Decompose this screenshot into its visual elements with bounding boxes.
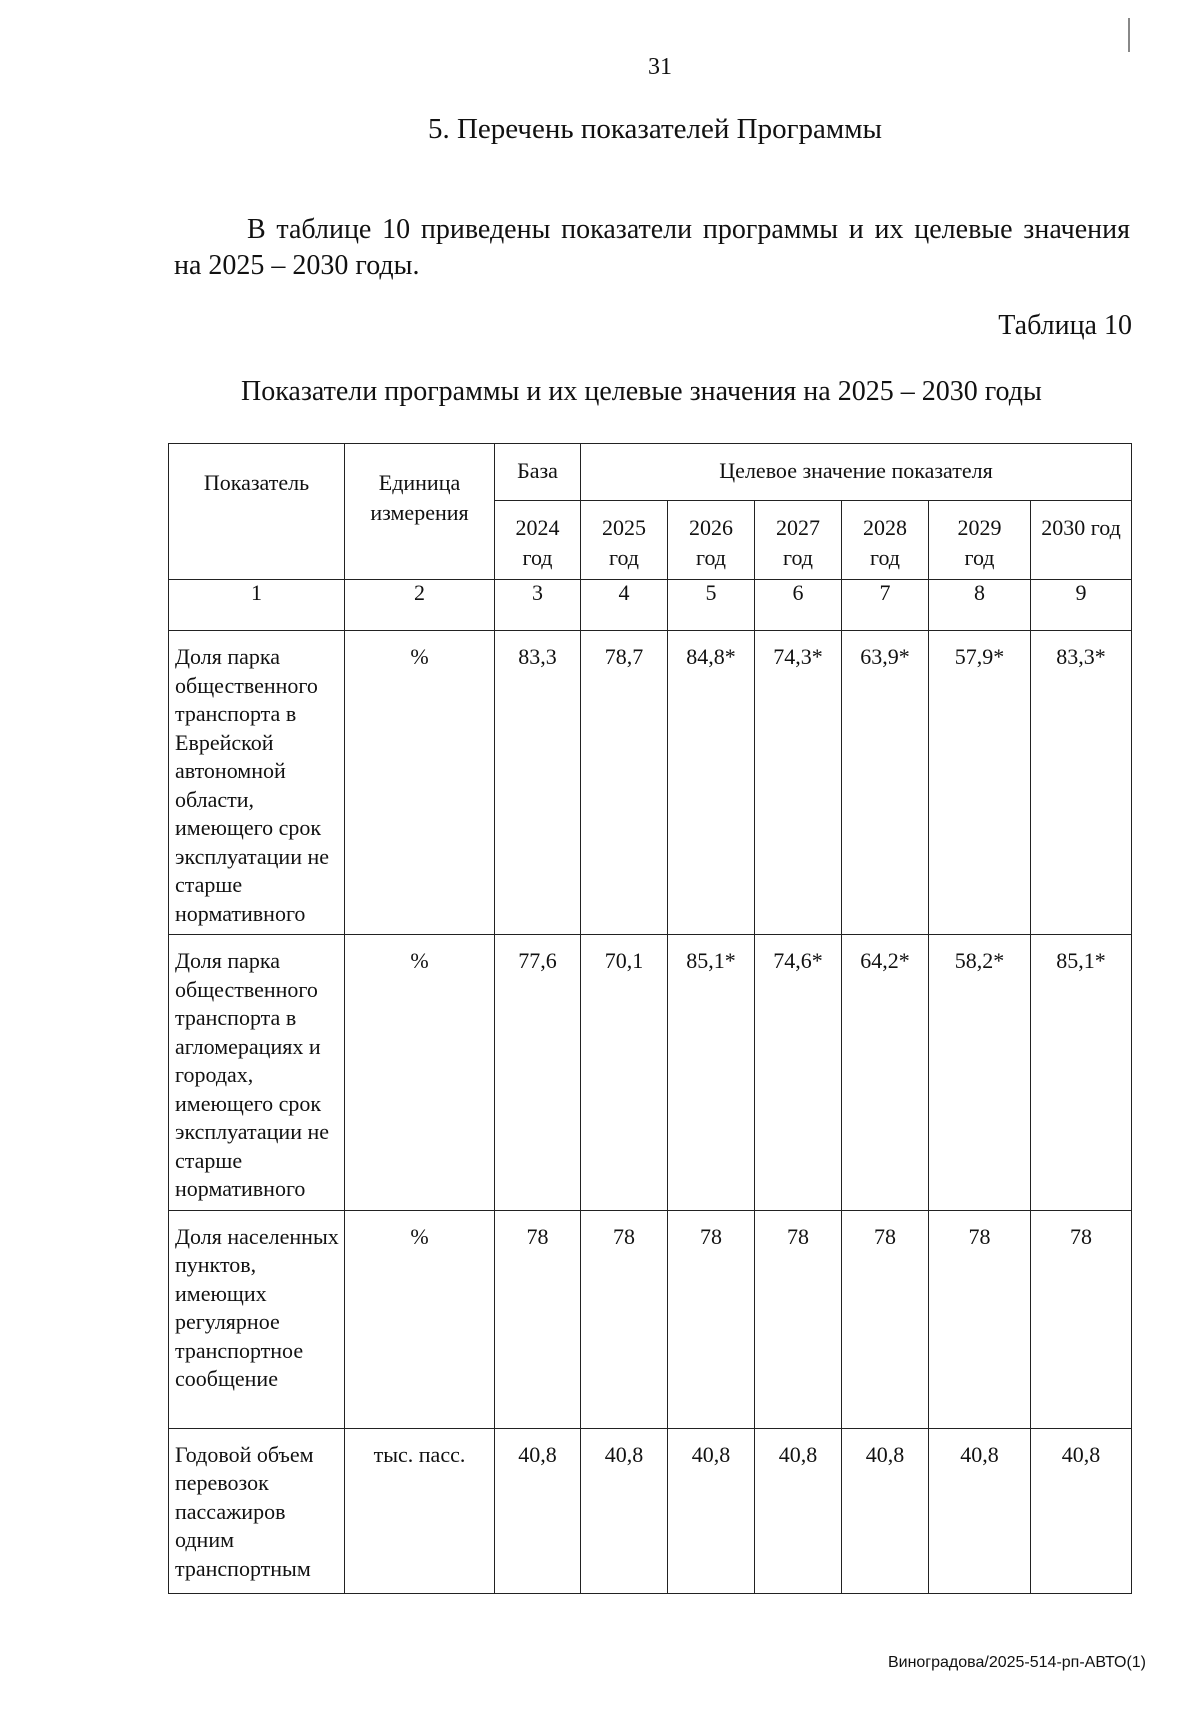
value-2024: 78: [495, 1210, 581, 1428]
header-row-top: [169, 444, 1132, 501]
value-2030: 40,8: [1031, 1428, 1132, 1593]
column-number: 2: [345, 580, 495, 631]
header-year-2028: 2028 год: [842, 501, 929, 580]
indicator-unit: %: [345, 935, 495, 1211]
header-base: База: [495, 444, 581, 501]
indicator-unit: %: [345, 1210, 495, 1428]
value-2030: 78: [1031, 1210, 1132, 1428]
header-year-2027: 2027 год: [755, 501, 842, 580]
column-number: 4: [581, 580, 668, 631]
header-target: Целевое значение показателя: [581, 444, 1132, 501]
value-2028: 64,2*: [842, 935, 929, 1211]
value-2025: 70,1: [581, 935, 668, 1211]
table-row: [169, 1428, 1132, 1593]
header-year-2024: 2024 год: [495, 501, 581, 580]
column-number: 5: [668, 580, 755, 631]
column-number: 3: [495, 580, 581, 631]
value-2029: 58,2*: [929, 935, 1031, 1211]
value-2024: 77,6: [495, 935, 581, 1211]
value-2026: 40,8: [668, 1428, 755, 1593]
indicator-name: Доля парка общественного транспорта в Еврейской автономной области, имеющего срок эксплуатации не старше нормативного: [169, 631, 345, 935]
value-2028: 40,8: [842, 1428, 929, 1593]
value-2029: 57,9*: [929, 631, 1031, 935]
value-2030: 85,1*: [1031, 935, 1132, 1211]
header-year-2029: 2029 год: [929, 501, 1031, 580]
value-2027: 40,8: [755, 1428, 842, 1593]
header-indicator: Показатель: [169, 444, 345, 580]
value-2029: 78: [929, 1210, 1031, 1428]
column-number: 9: [1031, 580, 1132, 631]
table-label: Таблица 10: [998, 310, 1132, 341]
page-number: 31: [648, 54, 672, 80]
column-numbers-row: [169, 580, 1132, 631]
indicator-unit: %: [345, 631, 495, 935]
column-number: 6: [755, 580, 842, 631]
section-title: 5. Перечень показателей Программы: [427, 113, 883, 145]
page-edge-mark: [1128, 18, 1130, 52]
column-number: 7: [842, 580, 929, 631]
header-year-2025: 2025 год: [581, 501, 668, 580]
value-2027: 74,6*: [755, 935, 842, 1211]
value-2024: 40,8: [495, 1428, 581, 1593]
table-row: [169, 935, 1132, 1211]
indicator-name: Доля населенных пунктов, имеющих регулярное транспортное сообщение: [169, 1210, 345, 1428]
value-2027: 78: [755, 1210, 842, 1428]
intro-paragraph: В таблице 10 приведены показатели программы и их целевые значения на 2025 – 2030 годы.: [174, 214, 1130, 281]
value-2026: 84,8*: [668, 631, 755, 935]
indicator-name: Доля парка общественного транспорта в агломерациях и городах, имеющего срок эксплуатации не старше нормативного: [169, 935, 345, 1211]
value-2024: 83,3: [495, 631, 581, 935]
header-unit: Единица измерения: [345, 444, 495, 580]
header-year-2030: 2030 год: [1031, 501, 1132, 580]
indicator-unit: тыс. пасс.: [345, 1428, 495, 1593]
value-2026: 78: [668, 1210, 755, 1428]
value-2030: 83,3*: [1031, 631, 1132, 935]
table-row: [169, 631, 1132, 935]
value-2025: 40,8: [581, 1428, 668, 1593]
value-2027: 74,3*: [755, 631, 842, 935]
value-2029: 40,8: [929, 1428, 1031, 1593]
column-number: 1: [169, 580, 345, 631]
table-row: [169, 1210, 1132, 1428]
value-2025: 78,7: [581, 631, 668, 935]
value-2028: 78: [842, 1210, 929, 1428]
document-footer: Виноградова/2025-514-рп-АВТО(1): [887, 1654, 1146, 1671]
value-2028: 63,9*: [842, 631, 929, 935]
column-number: 8: [929, 580, 1031, 631]
indicator-name: Годовой объем перевозок пассажиров одним транспортным: [169, 1428, 345, 1593]
indicators-table: [168, 443, 1132, 1594]
table-caption: Показатели программы и их целевые значения на 2025 – 2030 годы: [241, 376, 1042, 407]
value-2026: 85,1*: [668, 935, 755, 1211]
value-2025: 78: [581, 1210, 668, 1428]
header-year-2026: 2026 год: [668, 501, 755, 580]
